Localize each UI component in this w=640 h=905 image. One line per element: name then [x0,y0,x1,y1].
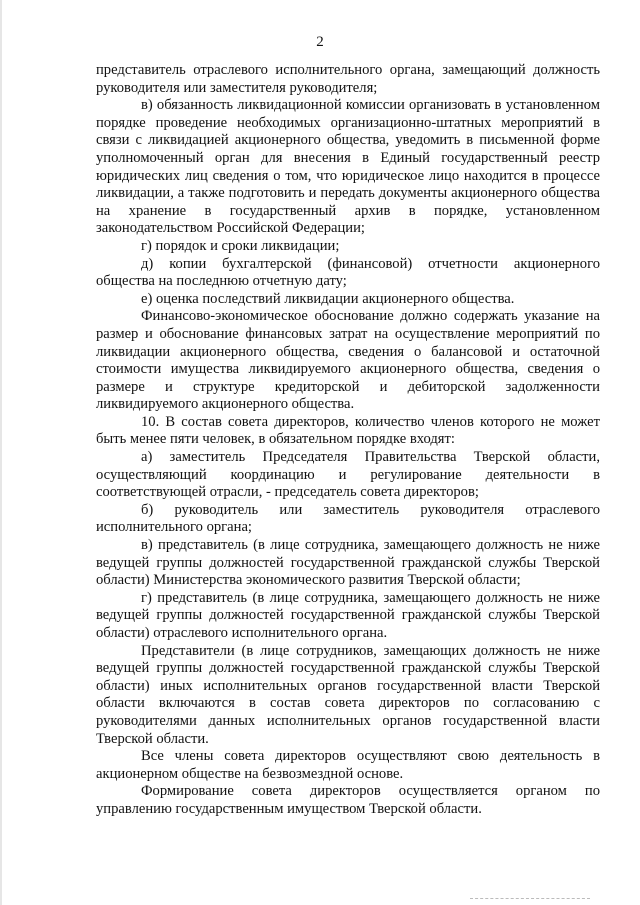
scan-mark [470,898,590,901]
paragraph-6: Финансово-экономическое обоснование должно содержать указание на размер и обоснование финансовых затрат на осуществление мероприятий по ликвидации акционерного общества, сведения о балансовой и остаточной стоимости имущества ликвидируемого акционерного общества, сведения о размере и структуре кредиторской и дебиторской задолженности ликвидируемого акционерного общества. [96,308,600,413]
document-body [96,62,600,819]
paragraph-7: 10. В состав совета директоров, количество членов которого не может быть менее пяти человек, в обязательном порядке входят: [96,413,600,448]
paragraph-10: в) представитель (в лице сотрудника, замещающего должность не ниже ведущей группы должностей государственной гражданской службы Тверской области) Министерства экономического развития Тверской области; [96,537,600,589]
paragraph-2: в) обязанность ликвидационной комиссии организовать в установленном порядке проведение необходимых организационно-штатных мероприятий в связи с ликвидацией акционерного общества, уведомить в письменной форме уполномоченный орган для внесения в Единый государственный реестр юридических лиц сведения о том, что юридическое лицо находится в процессе ликвидации, а также подготовить и передать документы акционерного общества на хранение в государственный архив в порядке, установленном законодательством Российской Федерации; [96,97,600,237]
paragraph-8: а) заместитель Председателя Правительства Тверской области, осуществляющий координацию и регулирование деятельности в соответствующей отрасли, - председатель совета директоров; [96,449,600,501]
paragraph-12: Представители (в лице сотрудников, замещающих должность не ниже ведущей группы должностей государственной гражданской службы Тверской области) иных исполнительных органов государственной власти Тверской области включаются в состав совета директоров по согласованию с руководителями данных исполнительных органов государственной власти Тверской области. [96,642,600,747]
page-number: 2 [316,34,324,50]
paragraph-5: е) оценка последствий ликвидации акционерного общества. [141,290,515,307]
paragraph-11: г) представитель (в лице сотрудника, замещающего должность не ниже ведущей группы должностей государственной гражданской службы Тверской области) отраслевого исполнительного органа. [96,589,600,641]
paragraph-4: д) копии бухгалтерской (финансовой) отчетности акционерного общества на последнюю отчетную дату; [96,255,600,290]
scan-edge [0,0,2,905]
paragraph-14: Формирование совета директоров осуществляется органом по управлению государственным имуществом Тверской области. [96,783,600,817]
paragraph-3: г) порядок и сроки ликвидации; [141,237,340,254]
paragraph-13: Все члены совета директоров осуществляют свою деятельность в акционерном обществе на безвозмездной основе. [96,748,600,782]
paragraph-9: б) руководитель или заместитель руководителя отраслевого исполнительного органа; [96,501,600,536]
paragraph-1: представитель отраслевого исполнительного органа, замещающий должность руководителя или заместителя руководителя; [96,62,600,96]
